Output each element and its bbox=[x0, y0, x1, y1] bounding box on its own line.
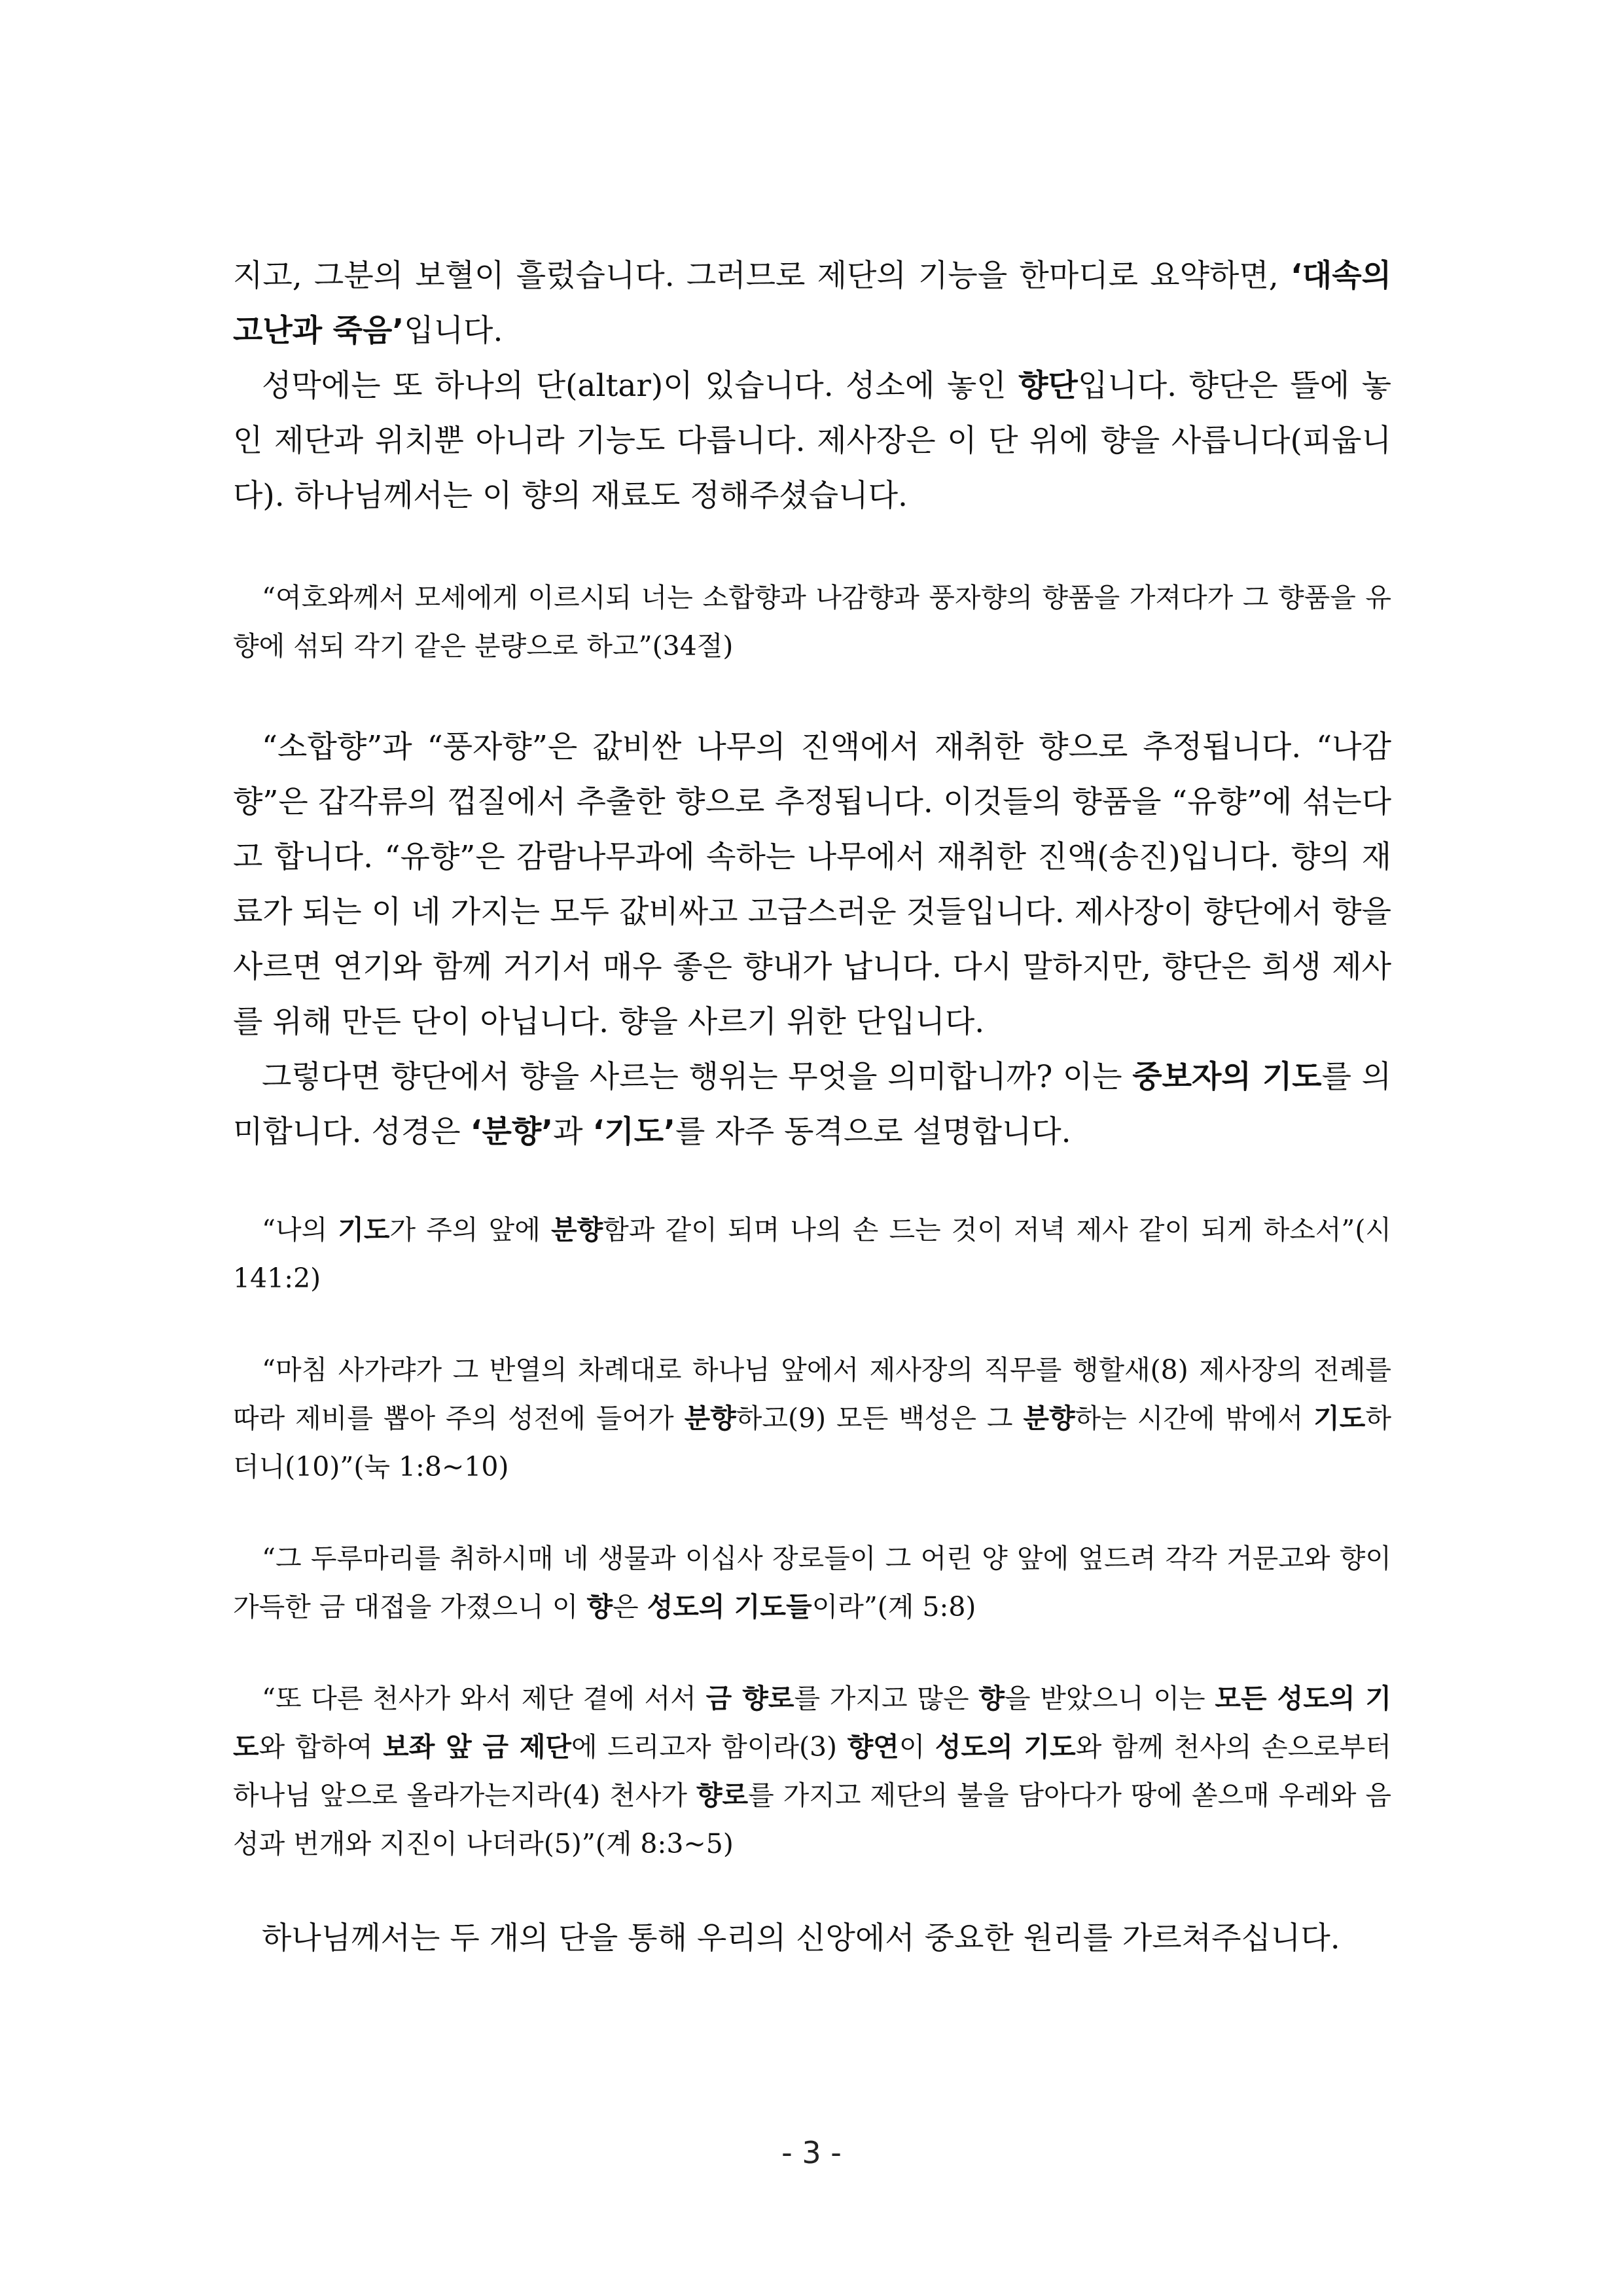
spacer bbox=[233, 1631, 1391, 1674]
text-run: 입니다. bbox=[404, 313, 503, 349]
quote-4 bbox=[233, 1534, 1391, 1631]
text-run: “마침 사가랴가 그 반열의 차례대로 하나님 앞에서 제사장의 직무를 행할새(8) 제사장의 전례를 따라 제비를 뽑아 주의 성전에 들어가 bbox=[233, 1354, 1391, 1434]
bold-text: 기도 bbox=[1313, 1403, 1366, 1434]
text-run: 를 가지고 제단의 불을 담아다가 땅에 쏟으매 우레와 음성과 번개와 지진이 나더라(5)”(계 8:3~5) bbox=[233, 1780, 1392, 1859]
bold-text: 성도의 기도들 bbox=[647, 1591, 812, 1623]
spacer bbox=[233, 524, 1391, 573]
bold-text: 성도의 기도 bbox=[935, 1731, 1076, 1763]
text-run: 를 자주 동격으로 설명합니다. bbox=[675, 1114, 1071, 1150]
paragraph-2 bbox=[233, 359, 1391, 524]
bold-text: ‘분향’ bbox=[470, 1114, 554, 1150]
bold-text: 금 향로 bbox=[705, 1683, 794, 1714]
page-number: - 3 - bbox=[781, 2135, 842, 2170]
text-run: 성막에는 또 하나의 단(altar)이 있습니다. 성소에 놓인 bbox=[262, 368, 1019, 404]
bold-text: 향단 bbox=[1018, 368, 1078, 404]
text-run: 그렇다면 향단에서 향을 사르는 행위는 무엇을 의미합니까? 이는 bbox=[262, 1059, 1133, 1095]
text-run: 과 bbox=[553, 1114, 593, 1150]
bold-text: 분향 bbox=[1023, 1403, 1075, 1434]
text-run: 를 가지고 많은 bbox=[794, 1683, 979, 1714]
bold-text: 보좌 앞 금 제단 bbox=[383, 1731, 572, 1763]
text-run: 를 의미합니다. 성경은 bbox=[233, 1059, 1391, 1150]
bold-text: 중보자의 기도 bbox=[1132, 1059, 1322, 1095]
paragraph-3: “소합향”과 “풍자향”은 값비싼 나무의 진액에서 재취한 향으로 추정됩니다. “나감향”은 갑각류의 껍질에서 추출한 향으로 추정됩니다. 이것들의 향품을 “유향”에 섞는다고 합니다. “유향”은 감람나무과에 속하는 나무에서 재취한 진액(송진)입니다. 향의 재료가 되는 이 네 가지는 모두 값비싸고 고급스러운 것들입니다. 제사장이 향단에서 향을 사르면 연기와 함께 거기서 매우 좋은 향내가 납니다. 다시 말하지만, 향단은 희생 제사를 위해 만든 단이 아닙니다. 향을 사르기 위한 단입니다. bbox=[233, 729, 1391, 1040]
page-body bbox=[233, 249, 1391, 1966]
spacer bbox=[233, 670, 1391, 720]
text-run: 함과 같이 되며 나의 손 드는 것이 저녁 제사 같이 되게 하소서”(시 141:2) bbox=[233, 1214, 1391, 1294]
text-run: 이 bbox=[899, 1731, 935, 1763]
text-run: 하고(9) 모든 백성은 그 bbox=[736, 1403, 1024, 1434]
text-run: 하더니(10)”(눅 1:8~10) bbox=[233, 1403, 1391, 1482]
quote-3 bbox=[233, 1346, 1391, 1491]
text-run: 하는 시간에 밖에서 bbox=[1075, 1403, 1314, 1434]
text-run: 와 함께 천사의 손으로부터 하나님 앞으로 올라가는지라(4) 천사가 bbox=[233, 1731, 1391, 1811]
spacer bbox=[233, 1868, 1391, 1911]
bold-text: 분향 bbox=[684, 1403, 736, 1434]
bold-text: 향 bbox=[586, 1591, 613, 1623]
bold-text: 향로 bbox=[696, 1780, 749, 1811]
text-run: 에 드리고자 함이라(3) bbox=[571, 1731, 847, 1763]
bold-text: ‘기도’ bbox=[592, 1114, 676, 1150]
text-run: 입니다. 향단은 뜰에 놓인 제단과 위치뿐 아니라 기능도 다릅니다. 제사장은 이 단 위에 향을 사릅니다(피웁니다). 하나님께서는 이 향의 재료도 정해주셨습니다. bbox=[233, 368, 1391, 514]
paragraph-1 bbox=[233, 249, 1391, 359]
bold-text: ‘대속의 고난과 죽음’ bbox=[233, 258, 1391, 349]
text-run: “그 두루마리를 취하시매 네 생물과 이십사 장로들이 그 어린 양 앞에 엎드려 각각 거문고와 향이 가득한 금 대접을 가졌으니 이 bbox=[233, 1543, 1391, 1623]
text-run: 이라”(계 5:8) bbox=[812, 1591, 976, 1623]
paragraph-5: 하나님께서는 두 개의 단을 통해 우리의 신앙에서 중요한 원리를 가르쳐주십니다. bbox=[262, 1920, 1340, 1956]
spacer bbox=[233, 1160, 1391, 1206]
spacer bbox=[233, 1491, 1391, 1534]
text-run: 을 받았으니 이는 bbox=[1004, 1683, 1215, 1714]
bold-text: 모든 성도의 기도 bbox=[233, 1683, 1392, 1763]
paragraph-4 bbox=[233, 1050, 1391, 1160]
text-run: 지고, 그분의 보혈이 흘렀습니다. 그러므로 제단의 기능을 한마디로 요약하면, bbox=[233, 258, 1291, 294]
quote-1: “여호와께서 모세에게 이르시되 너는 소합향과 나감향과 풍자향의 향품을 가져다가 그 향품을 유향에 섞되 각기 같은 분량으로 하고”(34절) bbox=[233, 582, 1391, 662]
quote-5 bbox=[233, 1674, 1391, 1868]
spacer bbox=[233, 1302, 1391, 1346]
text-run: 와 합하여 bbox=[259, 1731, 383, 1763]
bold-text: 기도 bbox=[338, 1214, 390, 1246]
bold-text: 분향 bbox=[551, 1214, 603, 1246]
text-run: 은 bbox=[613, 1591, 647, 1623]
text-run: 가 주의 앞에 bbox=[389, 1214, 552, 1246]
bold-text: 향 bbox=[978, 1683, 1005, 1714]
quote-2 bbox=[233, 1206, 1391, 1302]
text-run: “나의 bbox=[262, 1214, 338, 1246]
text-run: “또 다른 천사가 와서 제단 곁에 서서 bbox=[262, 1683, 706, 1714]
bold-text: 향연 bbox=[847, 1731, 899, 1763]
